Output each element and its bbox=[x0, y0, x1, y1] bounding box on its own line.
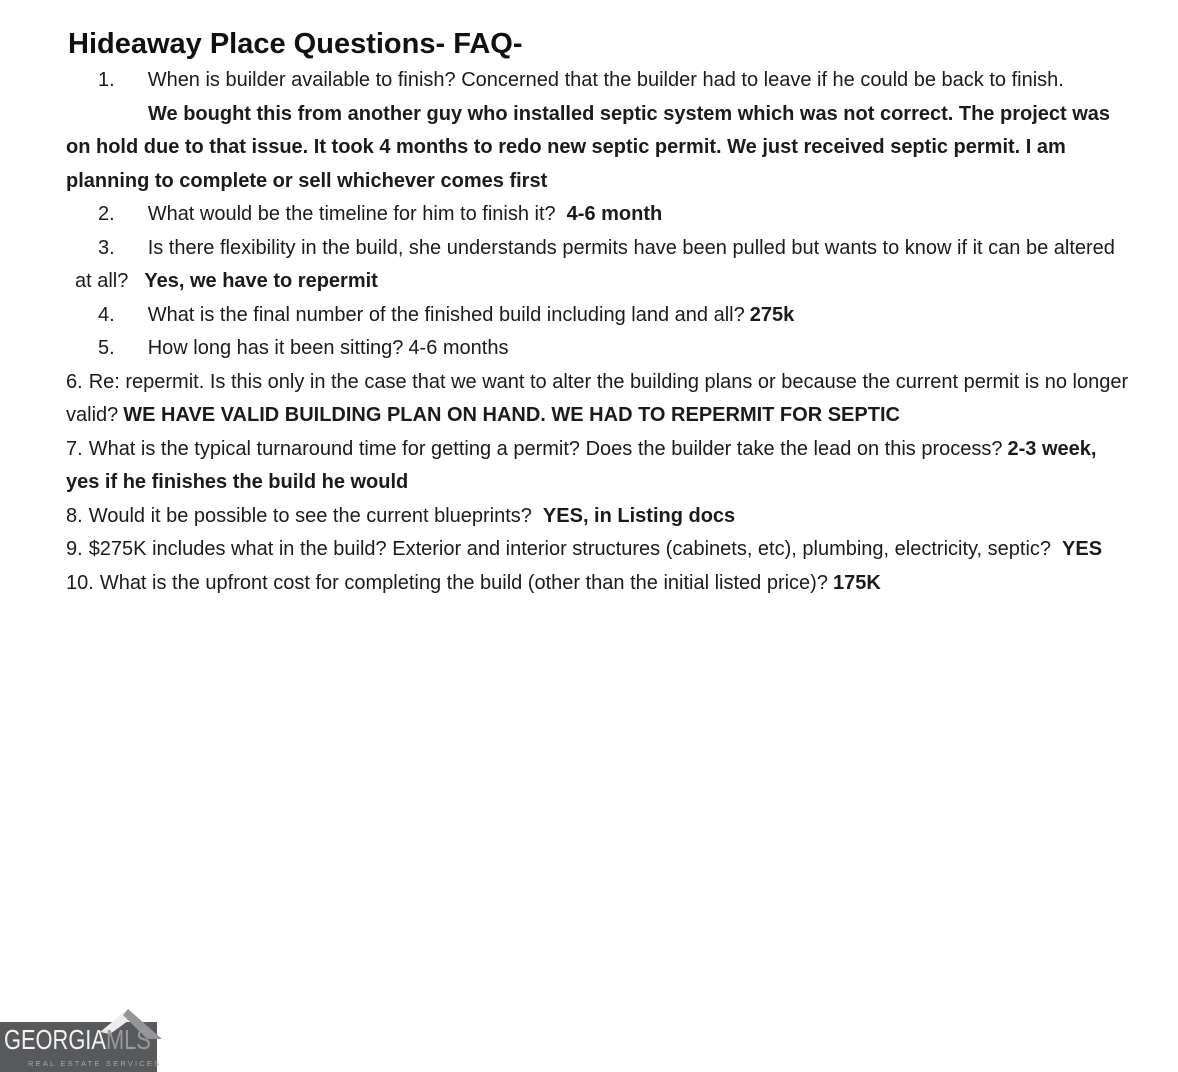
faq-item-2 bbox=[66, 198, 1135, 232]
answer-text: YES bbox=[1062, 538, 1103, 560]
item-number: 5. bbox=[98, 337, 115, 359]
item-number: 6. bbox=[66, 370, 83, 393]
faq-item-4 bbox=[66, 299, 1135, 333]
faq-item-1 bbox=[66, 64, 1135, 98]
answer-text: 4-6 month bbox=[566, 203, 663, 225]
faq-item-5 bbox=[66, 332, 1135, 366]
item-number: 8. bbox=[66, 504, 83, 527]
question-text: Would it be possible to see the current blueprints? bbox=[88, 504, 532, 527]
question-text: What is the final number of the finished build including land and all? bbox=[147, 303, 745, 326]
faq-answer-1: We bought this from another guy who installed septic system which was not correct. The project was on hold due to that issue. It took 4 months to redo new septic permit. We just received septic permit. I am planning to complete or sell whichever comes first bbox=[66, 102, 1111, 192]
answer-text: 175K bbox=[832, 571, 881, 594]
georgia-mls-watermark bbox=[0, 1022, 162, 1072]
brand-logo-text bbox=[4, 1026, 151, 1054]
faq-item-8 bbox=[66, 500, 1135, 534]
brand-georgia: GEORGIA bbox=[4, 1024, 106, 1055]
question-text: What is the typical turnaround time for getting a permit? Does the builder take the lead on this process? bbox=[88, 437, 1003, 460]
item-number: 2. bbox=[98, 203, 115, 225]
faq-item-6 bbox=[66, 366, 1135, 433]
item-number: 10. bbox=[66, 571, 94, 594]
brand-mls: MLS bbox=[105, 1024, 151, 1055]
item-number: 1. bbox=[98, 69, 115, 91]
item-number: 4. bbox=[98, 303, 115, 326]
question-text: Is there flexibility in the build, she understands permits have been pulled but wants to know if it can be altered at all? bbox=[75, 236, 1115, 292]
page-title: Hideaway Place Questions- FAQ- bbox=[68, 28, 523, 60]
answer-text: 275k bbox=[749, 303, 795, 326]
item-number: 9. bbox=[66, 538, 83, 560]
answer-text: 4-6 months bbox=[408, 337, 509, 359]
question-text: What is the upfront cost for completing the build (other than the initial listed price)? bbox=[99, 571, 828, 594]
brand-tagline: REAL ESTATE SERVICES bbox=[28, 1059, 162, 1068]
answer-text: WE HAVE VALID BUILDING PLAN ON HAND. WE HAD TO REPERMIT FOR SEPTIC bbox=[123, 404, 900, 426]
answer-text: 2-3 week, yes if he finishes the build he would bbox=[66, 437, 1097, 493]
question-text: How long has it been sitting? bbox=[147, 337, 404, 359]
question-text: Re: repermit. Is this only in the case that we want to alter the building plans or because the current permit is no longer valid? bbox=[66, 370, 1129, 426]
question-text: What would be the timeline for him to finish it? bbox=[147, 203, 556, 225]
faq-item-10 bbox=[66, 567, 1135, 601]
answer-text: Yes, we have to repermit bbox=[144, 270, 378, 292]
faq-item-3 bbox=[66, 232, 1135, 299]
question-text: $275K includes what in the build? Exterior and interior structures (cabinets, etc), plumbing, electricity, septic? bbox=[88, 538, 1052, 560]
faq-item-7 bbox=[66, 433, 1135, 500]
faq-item-9 bbox=[66, 533, 1135, 567]
item-number: 3. bbox=[98, 236, 115, 259]
item-number: 7. bbox=[66, 437, 83, 460]
answer-text: YES, in Listing docs bbox=[542, 504, 736, 527]
question-text: When is builder available to finish? Concerned that the builder had to leave if he could be back to finish. bbox=[147, 69, 1064, 91]
